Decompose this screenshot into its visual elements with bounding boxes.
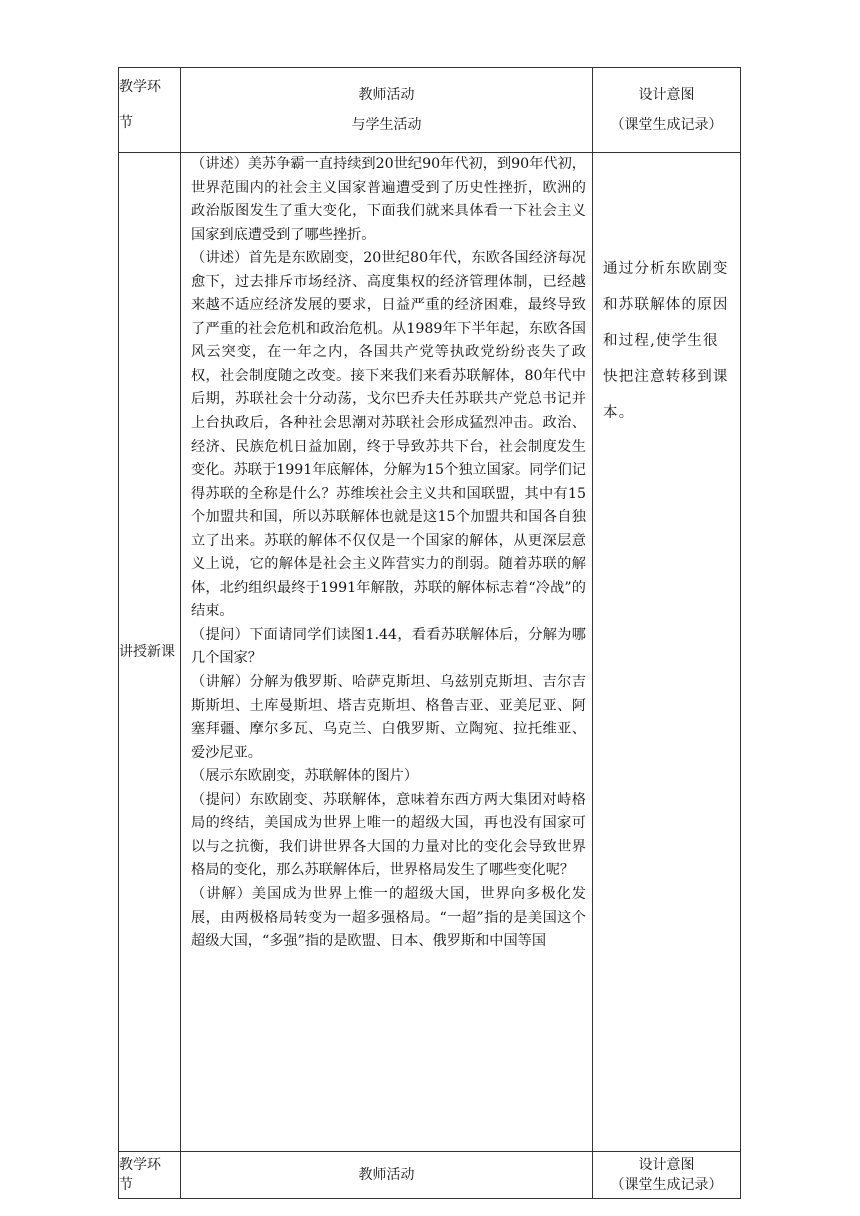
activity-paragraph: （讲解）美国成为世界上惟一的超级大国，世界向多极化发展，由两极格局转变为一超多强格局。“一超”指的是美国这个超级大国，“多强”指的是欧盟、日本、俄罗斯和中国等国 — [191, 885, 586, 950]
header-stage-line1: 教学环 — [119, 79, 161, 95]
header-stage-cell — [119, 68, 181, 153]
activity-paragraph: （讲解）分解为俄罗斯、哈萨克斯坦、乌兹别克斯坦、吉尔吉斯斯坦、土库曼斯坦、塔吉克斯坦、格鲁吉亚、亚美尼亚、阿塞拜疆、摩尔多瓦、乌克兰、白俄罗斯、立陶宛、拉托维亚、爱沙尼亚。 — [191, 674, 586, 761]
activity-paragraph: （讲述）美苏争霸一直持续到20世纪90年代初，到90年代初，世界范围内的社会主义国家普遍遭受到了历史性挫折，欧洲的政治版图发生了重大变化，下面我们就来具体看一下社会主义国家到底遭受到了哪些挫折。 — [191, 156, 586, 243]
footer-intent-cell — [593, 1152, 741, 1199]
footer-activity-label: 教师活动 — [358, 1167, 415, 1183]
header-intent-line1: 设计意图 — [638, 87, 695, 103]
activity-paragraph: （讲述）首先是东欧剧变，20世纪80年代，东欧各国经济每况愈下，过去排斥市场经济、高度集权的经济管理体制，已经越来越不适应经济发展的要求，日益严重的经济困难，最终导致了严重的社会危机和政治危机。从1989年下半年起，东欧各国风云突变，在一年之内，各国共产党等执政党纷纷丧失了政权，社会制度随之改变。接下来我们来看苏联解体，80年代中后期，苏联社会十分动荡，戈尔巴乔夫任苏联共产党总书记并上台执政后，各种社会思潮对苏联社会形成猛烈冲击。政治、经济、民族危机日益加剧，终于导致苏共下台，社会制度发生变化。苏联于1991年底解体，分解为15个独立国家。同学们记得苏联的全称是什么？苏维埃社会主义共和国联盟，其中有15个加盟共和国，所以苏联解体也就是这15个加盟共和国各自独立了出来。苏联的解体不仅仅是一个国家的解体，从更深层意义上说，它的解体是社会主义阵营实力的削弱。随着苏联的解体，北约组织最终于1991年解散，苏联的解体标志着“冷战”的结束。 — [191, 250, 586, 620]
footer-intent-line2: （课堂生成记录） — [610, 1177, 723, 1193]
body-stage-cell — [119, 153, 181, 1152]
footer-header-row — [119, 1152, 741, 1199]
header-row — [119, 68, 741, 153]
design-intent-cell — [593, 153, 741, 1152]
body-row — [119, 153, 741, 1152]
header-activity-cell — [181, 68, 593, 153]
header-intent-cell — [593, 68, 741, 153]
header-activity-line2: 与学生活动 — [351, 117, 422, 133]
lesson-plan-table — [118, 67, 741, 1199]
activity-paragraph: （提问）下面请同学们读图1.44，看看苏联解体后，分解为哪几个国家？ — [191, 626, 586, 667]
activity-paragraph: （提问）东欧剧变、苏联解体，意味着东西方两大集团对峙格局的终结，美国成为世界上唯一的超级大国，再也没有国家可以与之抗衡，我们讲世界各大国的力量对比的变化会导致世界格局的变化，那么苏联解体后，世界格局发生了哪些变化呢？ — [191, 791, 586, 879]
footer-stage-cell — [119, 1152, 181, 1199]
activity-content-cell — [181, 153, 593, 1152]
footer-activity-cell — [181, 1152, 593, 1199]
design-intent-text: 通过分析东欧剧变和苏联解体的原因和过程,使学生很快把注意转移到课本。 — [603, 261, 729, 421]
activity-paragraph: （展示东欧剧变，苏联解体的图片） — [191, 768, 419, 785]
footer-stage-line2: 节 — [119, 1177, 133, 1193]
header-intent-line2: （课堂生成记录） — [610, 117, 723, 133]
header-activity-line1: 教师活动 — [358, 87, 415, 103]
footer-stage-line1: 教学环 — [119, 1157, 161, 1173]
header-stage-line2: 节 — [119, 115, 133, 131]
body-stage-label: 讲授新课 — [119, 644, 175, 660]
footer-intent-line1: 设计意图 — [638, 1157, 695, 1173]
